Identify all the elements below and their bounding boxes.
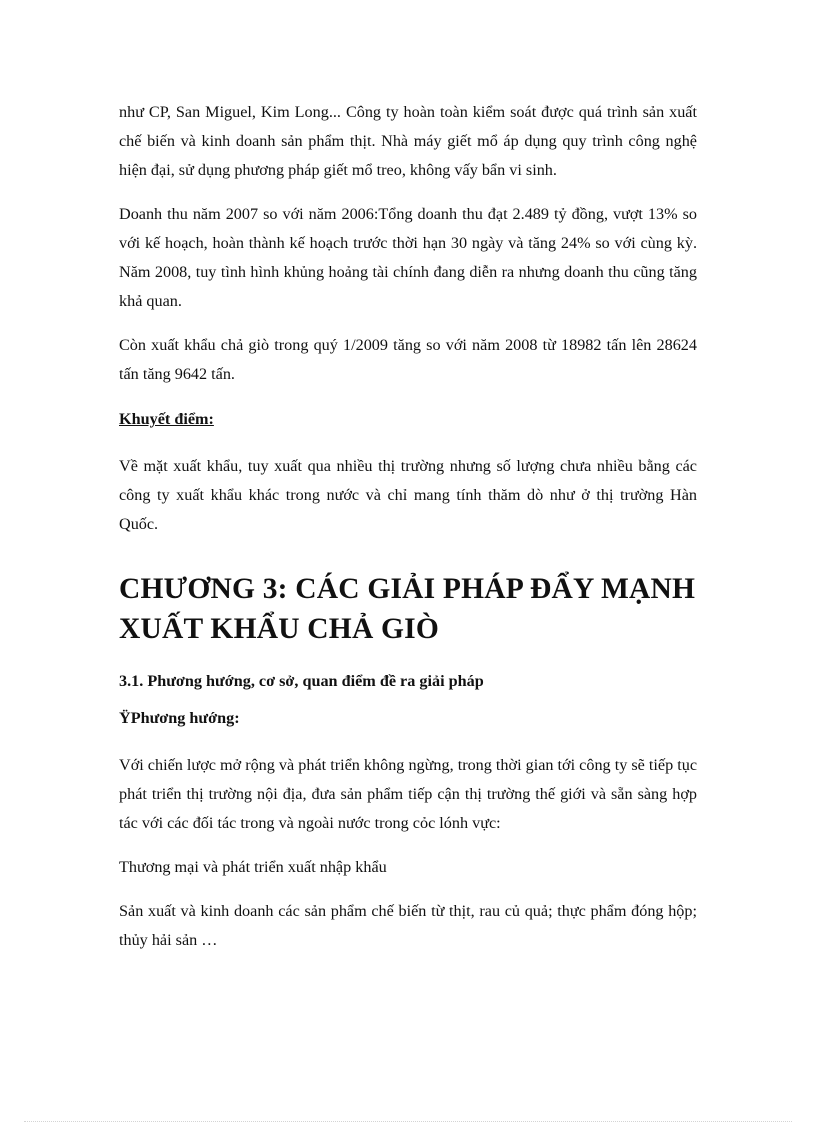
paragraph-trade-item: Thương mại và phát triển xuất nhập khẩu <box>119 858 387 876</box>
page-content <box>119 98 697 955</box>
paragraph-production-item: Sản xuất và kinh doanh các sản phẩm chế biến từ thịt, rau củ quả; thực phẩm đóng hộp; thủy hải sản … <box>119 902 697 949</box>
bullet-glyph: Ÿ <box>119 709 131 727</box>
paragraph-company-control: như CP, San Miguel, Kim Long... Công ty hoàn toàn kiểm soát được quá trình sản xuất chế biến và kinh doanh sản phẩm thịt. Nhà máy giết mổ áp dụng quy trình công nghệ hiện đại, sử dụng phương pháp giết mổ treo, không vấy bẩn vi sinh. <box>119 103 697 179</box>
paragraph-strategy: Với chiến lược mở rộng và phát triển không ngừng, trong thời gian tới công ty sẽ tiếp tục phát triển thị trường nội địa, đưa sản phẩm tiếp cận thị trường thế giới và sẵn sàng hợp tác với các đối tác trong và ngoài nước trong cỏc lónh vực: <box>119 756 697 832</box>
section-heading-3-1: 3.1. Phương hướng, cơ sở, quan điểm đề ra giải pháp <box>119 672 484 690</box>
subheading-direction-label: Phương hướng: <box>130 709 240 727</box>
chapter-title <box>119 569 697 649</box>
chapter-title-line-1: CHƯƠNG 3: CÁC GIẢI PHÁP ĐẨY MẠNH <box>119 573 696 605</box>
heading-weakness: Khuyết điểm: <box>119 410 214 428</box>
paragraph-revenue-2007: Doanh thu năm 2007 so với năm 2006:Tổng doanh thu đạt 2.489 tỷ đồng, vượt 13% so với kế hoạch, hoàn thành kế hoạch trước thời hạn 30 ngày và tăng 24% so với cùng kỳ. Năm 2008, tuy tình hình khủng hoảng tài chính đang diễn ra nhưng doanh thu cũng tăng khả quan. <box>119 205 697 310</box>
chapter-title-line-2: XUẤT KHẨU CHẢ GIÒ <box>119 613 440 645</box>
paragraph-weakness: Về mặt xuất khẩu, tuy xuất qua nhiều thị trường nhưng số lượng chưa nhiều bằng các công ty xuất khẩu khác trong nước và chỉ mang tính thăm dò như ở thị trường Hàn Quốc. <box>119 457 697 533</box>
subheading-direction <box>119 704 697 733</box>
page-bottom-divider <box>24 1121 792 1122</box>
paragraph-export-q1-2009: Còn xuất khẩu chả giò trong quý 1/2009 tăng so với năm 2008 từ 18982 tấn lên 28624 tấn tăng 9642 tấn. <box>119 336 697 383</box>
